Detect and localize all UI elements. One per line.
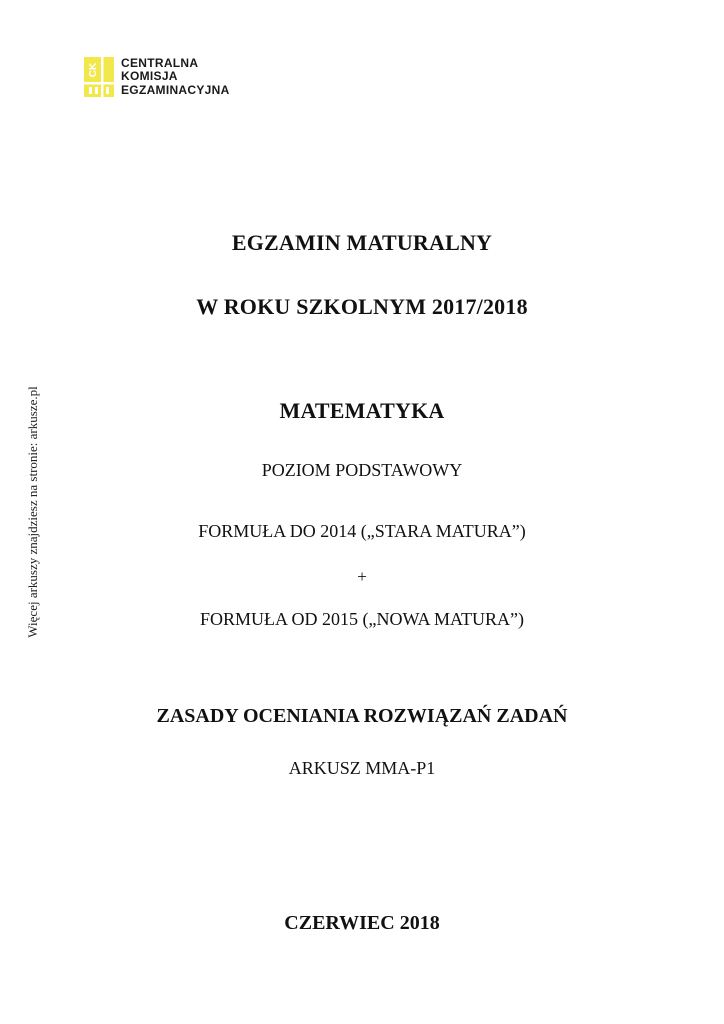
formula-new-text: FORMUŁA OD 2015 („NOWA MATURA”) [200, 609, 524, 629]
cke-logo [84, 56, 230, 98]
cke-logo-mark [84, 57, 114, 97]
exam-date: CZERWIEC 2018 [284, 912, 440, 934]
sheet-code: ARKUSZ MMA-P1 [288, 758, 436, 778]
side-note-link-text: Więcej arkuszy znajdziesz na stronie: arkusze.pl [25, 386, 40, 638]
logo-line-2: KOMISJA [121, 69, 178, 84]
school-year-title: W ROKU SZKOLNYM 2017/2018 [196, 294, 528, 319]
logo-line-1: CENTRALNA [121, 55, 199, 70]
logo-line-3: EGZAMINACYJNA [121, 82, 230, 97]
rules-title: ZASADY OCENIANIA ROZWIĄZAŃ ZADAŃ [156, 705, 568, 727]
svg-text:CK: CK [88, 62, 99, 78]
cke-logo-text [121, 57, 230, 98]
level-text: POZIOM PODSTAWOWY [261, 460, 463, 480]
exam-title: EGZAMIN MATURALNY [231, 230, 493, 255]
subject-title: MATEMATYKA [279, 398, 445, 423]
formula-old-text: FORMUŁA DO 2014 („STARA MATURA”) [198, 521, 526, 541]
plus-sign: + [357, 567, 367, 586]
